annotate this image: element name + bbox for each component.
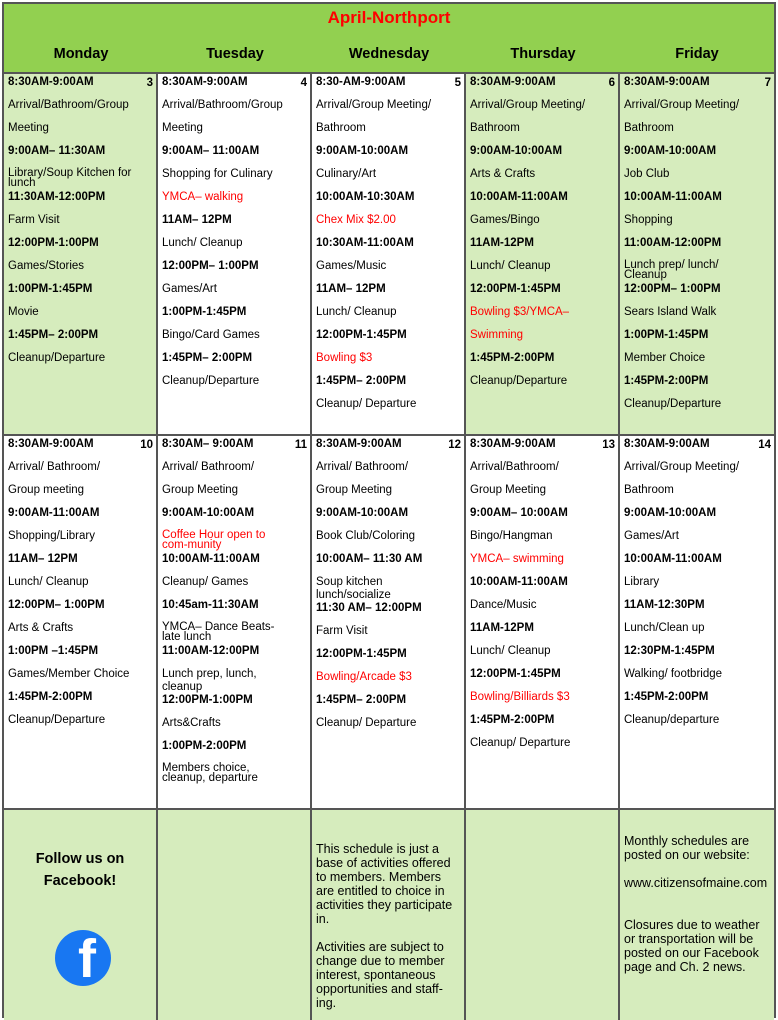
time-slot: 8:30AM-9:00AM xyxy=(162,76,248,88)
time-slot: 9:00AM– 11:00AM xyxy=(162,145,260,157)
time-slot: 1:00PM –1:45PM xyxy=(8,645,99,657)
time-slot: 1:45PM-2:00PM xyxy=(8,691,93,703)
activity-text: Games/Music xyxy=(316,260,387,272)
activity-text: Bathroom xyxy=(624,122,674,134)
time-slot: 8:30-AM-9:00AM xyxy=(316,76,406,88)
activity-text: Arrival/Group Meeting/ xyxy=(316,99,432,111)
activity-text: Dance/Music xyxy=(470,599,537,611)
activity-text: Bowling/Arcade $3 xyxy=(316,671,412,683)
activity-text: Library xyxy=(624,576,660,588)
time-slot: 9:00AM-10:00AM xyxy=(470,145,563,157)
activity-text: Swimming xyxy=(470,329,524,341)
time-slot: 12:00PM– 1:00PM xyxy=(162,260,259,272)
activity-text: Lunch/ Cleanup xyxy=(470,645,551,657)
day-number: 6 xyxy=(608,77,615,89)
time-slot: 11AM-12PM xyxy=(470,237,534,249)
activity-text: Walking/ footbridge xyxy=(624,668,723,680)
weekday-tuesday: Tuesday xyxy=(206,46,264,62)
activity-text: Cleanup/Departure xyxy=(470,375,568,387)
activity-text: Cleanup/Departure xyxy=(624,398,722,410)
time-slot: 1:45PM– 2:00PM xyxy=(8,329,99,341)
time-slot: 8:30AM-9:00AM xyxy=(624,438,710,450)
weekday-thursday: Thursday xyxy=(510,46,576,62)
time-slot: 12:00PM-1:00PM xyxy=(162,694,253,706)
activity-text: Bathroom xyxy=(316,122,366,134)
activity-text: Arrival/ Bathroom/ xyxy=(162,461,255,473)
time-slot: 11:00AM-12:00PM xyxy=(162,645,260,657)
activity-text: YMCA– Dance Beats-late lunch xyxy=(162,621,275,643)
activity-text: Book Club/Coloring xyxy=(316,530,416,542)
time-slot: 9:00AM-11:00AM xyxy=(8,507,100,519)
time-slot: 12:00PM-1:45PM xyxy=(316,648,407,660)
day-cell xyxy=(620,436,774,808)
time-slot: 8:30AM-9:00AM xyxy=(316,438,402,450)
time-slot: 10:00AM-11:00AM xyxy=(470,576,568,588)
day-cell xyxy=(466,436,620,808)
schedule-note-cell xyxy=(312,810,466,1020)
activity-text: Shopping for Culinary xyxy=(162,168,273,180)
activity-text: Cleanup/ Departure xyxy=(316,398,417,410)
time-slot: 9:00AM-10:00AM xyxy=(162,507,255,519)
activity-text: Group Meeting xyxy=(316,484,393,496)
activity-text: Lunch/ Cleanup xyxy=(8,576,89,588)
activity-text: Arrival/Group Meeting/ xyxy=(470,99,586,111)
activity-text: Cleanup/departure xyxy=(624,714,720,726)
activity-text: Bowling/Billiards $3 xyxy=(470,691,570,703)
day-number: 10 xyxy=(140,439,153,451)
activity-text: Members choice, cleanup, departure xyxy=(162,762,258,784)
activity-text: Arrival/ Bathroom/ xyxy=(8,461,101,473)
activity-text: Arts & Crafts xyxy=(470,168,536,180)
time-slot: 10:45am-11:30AM xyxy=(162,599,259,611)
time-slot: 12:00PM-1:45PM xyxy=(470,283,561,295)
activity-text: Cleanup/Departure xyxy=(8,352,106,364)
day-cell xyxy=(620,74,774,434)
time-slot: 9:00AM– 10:00AM xyxy=(470,507,568,519)
activity-text: Arrival/Bathroom/Group xyxy=(8,99,129,111)
activity-text: Cleanup/ Departure xyxy=(316,717,417,729)
week-row-1 xyxy=(4,74,774,436)
day-number: 7 xyxy=(764,77,771,89)
activity-text: Shopping/Library xyxy=(8,530,95,542)
activity-text: Cleanup/Departure xyxy=(162,375,260,387)
day-number: 4 xyxy=(300,77,307,89)
time-slot: 10:00AM-11:00AM xyxy=(624,553,722,565)
activity-text: Shopping xyxy=(624,214,673,226)
facebook-icon[interactable]: f xyxy=(55,930,111,986)
time-slot: 1:45PM– 2:00PM xyxy=(316,375,407,387)
change-note-text: Activities are subject to change due to member interest, spontaneous opportunities and staff-ing. xyxy=(316,940,445,1010)
time-slot: 10:00AM-11:00AM xyxy=(470,191,568,203)
calendar-title: April-Northport xyxy=(327,8,451,27)
activity-text: Arts&Crafts xyxy=(162,717,221,729)
activity-text: Arrival/Group Meeting/ xyxy=(624,461,740,473)
time-slot: 1:45PM-2:00PM xyxy=(470,352,555,364)
time-slot: 1:00PM-1:45PM xyxy=(624,329,709,341)
website-link[interactable]: www.citizensofmaine.com xyxy=(624,876,768,890)
follow-facebook-text: Follow us on Facebook! xyxy=(35,851,125,889)
activity-text: Bathroom xyxy=(470,122,520,134)
time-slot: 1:45PM-2:00PM xyxy=(470,714,555,726)
activity-text: Arrival/Bathroom/ xyxy=(470,461,559,473)
time-slot: 9:00AM-10:00AM xyxy=(316,145,409,157)
day-cell xyxy=(4,74,158,434)
activity-text: Bowling $3 xyxy=(316,352,373,364)
activity-text: Cleanup/Departure xyxy=(8,714,106,726)
activity-text: Group Meeting xyxy=(162,484,239,496)
time-slot: 1:45PM-2:00PM xyxy=(624,375,709,387)
day-number: 12 xyxy=(448,439,461,451)
time-slot: 1:00PM-1:45PM xyxy=(8,283,93,295)
activity-text: Games/Stories xyxy=(8,260,85,272)
activity-text: Cleanup/ Departure xyxy=(470,737,571,749)
empty-cell xyxy=(466,810,620,1020)
activity-text: Job Club xyxy=(624,168,670,180)
activity-text: YMCA– swimming xyxy=(470,553,564,565)
closures-text: Closures due to weather or transportation will be posted on our Facebook page and Ch. 2 news. xyxy=(624,918,760,974)
time-slot: 11AM– 12PM xyxy=(8,553,78,565)
calendar xyxy=(2,2,776,1018)
time-slot: 1:45PM– 2:00PM xyxy=(316,694,407,706)
activity-text: Lunch/Clean up xyxy=(624,622,705,634)
time-slot: 10:00AM– 11:30 AM xyxy=(316,553,423,565)
week-row-2 xyxy=(4,436,774,810)
time-slot: 1:00PM-1:45PM xyxy=(162,306,247,318)
activity-text: Arts & Crafts xyxy=(8,622,74,634)
activity-text: Bathroom xyxy=(624,484,674,496)
activity-text: YMCA– walking xyxy=(162,191,244,203)
website-note-cell xyxy=(620,810,774,1020)
time-slot: 9:00AM-10:00AM xyxy=(316,507,409,519)
time-slot: 11:00AM-12:00PM xyxy=(624,237,722,249)
activity-text: Member Choice xyxy=(624,352,706,364)
day-number: 11 xyxy=(294,439,307,451)
activity-text: Movie xyxy=(8,306,39,318)
activity-text: Bingo/Card Games xyxy=(162,329,260,341)
time-slot: 8:30AM-9:00AM xyxy=(624,76,710,88)
day-number: 5 xyxy=(454,77,461,89)
time-slot: 8:30AM– 9:00AM xyxy=(162,438,254,450)
time-slot: 11AM-12:30PM xyxy=(624,599,705,611)
day-cell xyxy=(158,74,312,434)
activity-text: Group Meeting xyxy=(470,484,547,496)
time-slot: 9:00AM-10:00AM xyxy=(624,145,717,157)
time-slot: 11AM– 12PM xyxy=(162,214,232,226)
activity-text: Lunch/ Cleanup xyxy=(162,237,243,249)
activity-text: Sears Island Walk xyxy=(624,306,717,318)
time-slot: 9:00AM-10:00AM xyxy=(624,507,717,519)
day-cell xyxy=(466,74,620,434)
activity-text: Arrival/ Bathroom/ xyxy=(316,461,409,473)
day-number: 14 xyxy=(758,439,771,451)
activity-text: Meeting xyxy=(162,122,203,134)
activity-text: Library/Soup Kitchen for lunch xyxy=(8,167,132,189)
time-slot: 11:30AM-12:00PM xyxy=(8,191,106,203)
activity-text: Culinary/Art xyxy=(316,168,377,180)
time-slot: 12:30PM-1:45PM xyxy=(624,645,715,657)
time-slot: 1:45PM– 2:00PM xyxy=(162,352,253,364)
facebook-cell xyxy=(4,810,158,1020)
time-slot: 1:45PM-2:00PM xyxy=(624,691,709,703)
activity-text: Lunch/ Cleanup xyxy=(316,306,397,318)
time-slot: 12:00PM-1:00PM xyxy=(8,237,99,249)
time-slot: 12:00PM-1:45PM xyxy=(316,329,407,341)
activity-text: Games/Art xyxy=(624,530,679,542)
activity-text: Farm Visit xyxy=(316,625,368,637)
weekday-monday: Monday xyxy=(53,46,109,62)
weekday-friday: Friday xyxy=(675,46,719,62)
activity-text: Arrival/Group Meeting/ xyxy=(624,99,740,111)
weekday-header-row xyxy=(4,46,774,62)
calendar-header xyxy=(4,4,774,74)
activity-text: Cleanup/ Games xyxy=(162,576,249,588)
empty-cell xyxy=(158,810,312,1020)
activity-text: Chex Mix $2.00 xyxy=(316,214,396,226)
activity-text: Meeting xyxy=(8,122,49,134)
activity-text: Soup kitchen lunch/socialize xyxy=(316,576,391,601)
time-slot: 11AM– 12PM xyxy=(316,283,386,295)
day-number: 3 xyxy=(146,77,153,89)
time-slot: 12:00PM– 1:00PM xyxy=(8,599,105,611)
day-cell xyxy=(312,74,466,434)
day-cell xyxy=(4,436,158,808)
activity-text: Bowling $3/YMCA– xyxy=(470,306,570,318)
time-slot: 10:00AM-10:30AM xyxy=(316,191,415,203)
time-slot: 10:00AM-11:00AM xyxy=(624,191,722,203)
day-cell xyxy=(158,436,312,808)
weekday-wednesday: Wednesday xyxy=(348,46,430,62)
schedule-note-text: This schedule is just a base of activities offered to members. Members are entitled to choice in activities they participate in. xyxy=(316,842,453,926)
activity-text: Games/Member Choice xyxy=(8,668,130,680)
time-slot: 1:00PM-2:00PM xyxy=(162,740,247,752)
activity-text: Arrival/Bathroom/Group xyxy=(162,99,283,111)
activity-text: Bingo/Hangman xyxy=(470,530,553,542)
activity-text: Lunch/ Cleanup xyxy=(470,260,551,272)
day-number: 13 xyxy=(602,439,615,451)
day-cell xyxy=(312,436,466,808)
activity-text: Lunch prep, lunch, cleanup xyxy=(162,668,257,693)
time-slot: 12:00PM– 1:00PM xyxy=(624,283,721,295)
activity-text: Farm Visit xyxy=(8,214,60,226)
activity-text: Coffee Hour open to com-munity xyxy=(162,529,266,551)
monthly-schedule-text: Monthly schedules are posted on our website: xyxy=(624,834,750,862)
time-slot: 8:30AM-9:00AM xyxy=(470,76,556,88)
activity-text: Games/Art xyxy=(162,283,217,295)
time-slot: 8:30AM-9:00AM xyxy=(470,438,556,450)
time-slot: 10:30AM-11:00AM xyxy=(316,237,414,249)
time-slot: 11:30 AM– 12:00PM xyxy=(316,602,422,614)
activity-text: Group meeting xyxy=(8,484,85,496)
time-slot: 8:30AM-9:00AM xyxy=(8,76,94,88)
time-slot: 10:00AM-11:00AM xyxy=(162,553,260,565)
time-slot: 11AM-12PM xyxy=(470,622,534,634)
activity-text: Games/Bingo xyxy=(470,214,540,226)
time-slot: 8:30AM-9:00AM xyxy=(8,438,94,450)
footer-row xyxy=(4,810,774,1020)
time-slot: 12:00PM-1:45PM xyxy=(470,668,561,680)
time-slot: 9:00AM– 11:30AM xyxy=(8,145,106,157)
activity-text: Lunch prep/ lunch/ Cleanup xyxy=(624,259,719,281)
